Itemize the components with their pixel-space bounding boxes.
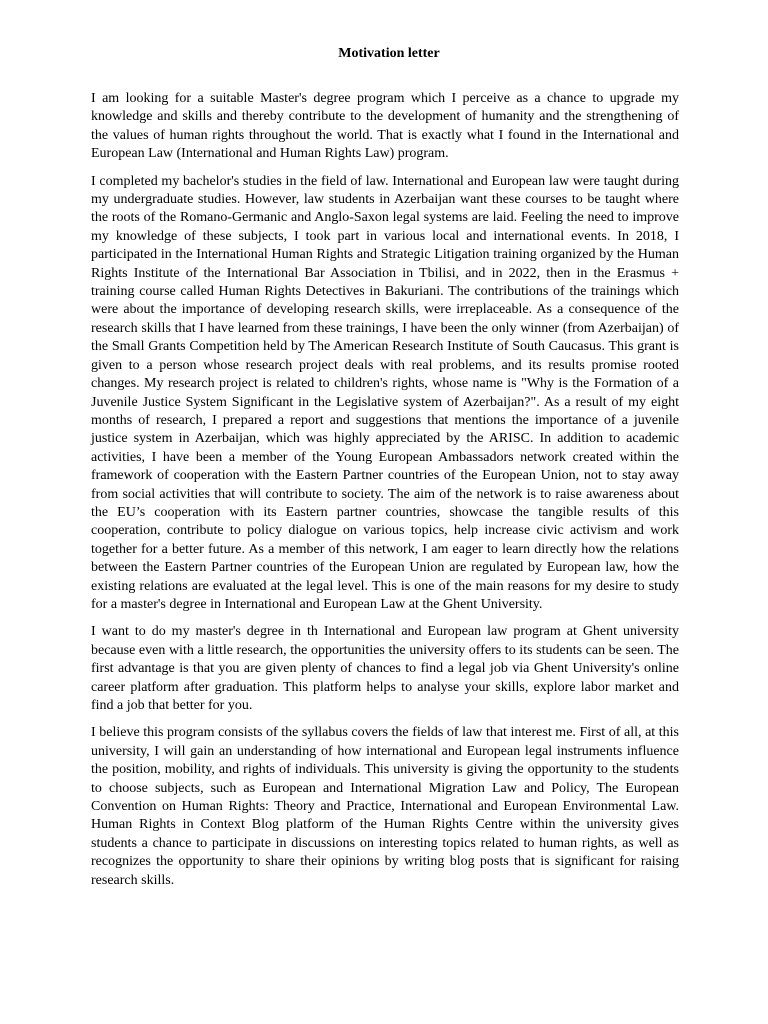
- document-page: [91, 44, 679, 899]
- paragraph-program-syllabus: I believe this program consists of the syllabus covers the fields of law that interest me. First of all, at this university, I will gain an understanding of how international and European legal instruments influence the position, mobility, and rights of individuals. This university is giving the opportunity to the students to choose subjects, such as European and International Migration Law and Policy, The European Convention on Human Rights: Theory and Practice, International and European Environmental Law. Human Rights in Context Blog platform of the Human Rights Centre within the university gives students a chance to participate in discussions on interesting topics related to human rights, as well as recognizes the opportunity to share their opinions by writing blog posts that is significant for raising research skills.: [91, 725, 679, 888]
- paragraph-intro: I am looking for a suitable Master's degree program which I perceive as a chance to upgrade my knowledge and skills and thereby contribute to the development of humanity and the strengthening of the values of human rights throughout the world. That is exactly what I found in the International and European Law (International and Human Rights Law) program.: [91, 91, 679, 162]
- document-title: Motivation letter: [338, 46, 440, 61]
- paragraph-background: I completed my bachelor's studies in the field of law. International and European law were taught during my undergraduate studies. However, law students in Azerbaijan want these courses to be taught where the roots of the Romano-Germanic and Anglo-Saxon legal systems are laid. Feeling the need to improve my knowledge of these subjects, I took part in various local and international events. In 2018, I participated in the International Human Rights and Strategic Litigation training organized by the Human Rights Institute of the International Bar Association in Tbilisi, and in 2022, then in the Erasmus + training course called Human Rights Detectives in Bakuriani. The contributions of the trainings which were about the importance of developing research skills, were irreplaceable. As a consequence of the research skills that I have learned from these trainings, I have been the only winner (from Azerbaijan) of the Small Grants Competition held by The American Research Institute of South Caucasus. This grant is given to a person whose research project deals with real problems, and its results promise rooted changes. My research project is related to children's rights, whose name is "Why is the Formation of a Juvenile Justice System Significant in the Legislative system of Azerbaijan?". As a result of my eight months of research, I prepared a report and suggestions that mentions the importance of a juvenile justice system in Azerbaijan, which was highly appreciated by the ARISC. In addition to academic activities, I have been a member of the Young European Ambassadors network created within the framework of cooperation with the Eastern Partner countries of the European Union, not to stay away from social activities that will contribute to society. The aim of the network is to raise awareness about the EU’s cooperation with its Eastern partner countries, showcase the tangible results of this cooperation, contribute to policy dialogue on various topics, help increase civic activism and work together for a better future. As a member of this network, I am eager to learn directly how the relations between the Eastern Partner countries of the European Union are regulated by European law, how the existing relations are evaluated at the legal level. This is one of the main reasons for my desire to study for a master's degree in International and European Law at the Ghent University.: [91, 173, 679, 612]
- paragraph-ghent-reasons: I want to do my master's degree in th International and European law program at Ghent university because even with a little research, the opportunities the university offers to its students can be seen. The first advantage is that you are given plenty of chances to find a legal job via Ghent University's online career platform after graduation. This platform helps to analyse your skills, explore labor market and find a job that better for you.: [91, 624, 679, 713]
